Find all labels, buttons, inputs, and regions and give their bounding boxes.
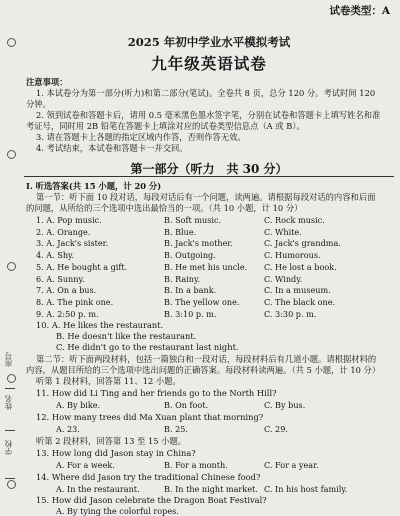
option: C. The black one. xyxy=(264,296,336,307)
option: B. On foot. xyxy=(164,400,209,410)
option: C. Humorous. xyxy=(264,250,321,261)
question-6: 6. A. Sunny. xyxy=(36,273,85,284)
notice-heading: 注意事项： xyxy=(26,77,68,87)
notice-line: 3. 请在答题卡上各题的指定区域内作答，否则作答无效。 xyxy=(36,132,246,142)
binding-hole xyxy=(7,262,16,271)
notice-line: 考证号，同时用 2B 铅笔在答题卡上填涂对应的试卷类型信息点（A 或 B）。 xyxy=(26,121,305,131)
notice-line: 分钟。 xyxy=(26,99,51,109)
fill-line xyxy=(5,478,15,479)
instruction: 第二节：听下面两段材料，包括一篇独白和一段对话，每段材料后有几道小题。请根据材料的 xyxy=(36,354,377,364)
option: C. 29. xyxy=(264,424,288,434)
option: C. 3:30 p. m. xyxy=(264,308,317,319)
option: B. Soft music. xyxy=(164,215,222,225)
option: C. In a museum. xyxy=(264,285,331,296)
binding-hole xyxy=(7,480,16,489)
exam-subtitle: 九年级英语试卷 xyxy=(151,54,267,73)
option: B. For a month. xyxy=(164,460,228,470)
part-heading: Ⅰ. 听选答案(共 15 小题，计 20 分) xyxy=(26,181,162,191)
q10-option-a: 10. A. He likes the restaurant. xyxy=(36,320,164,330)
option: B. The yellow one. xyxy=(164,296,240,307)
option: B. Blue. xyxy=(164,226,197,237)
option: B. In a bank. xyxy=(164,285,217,296)
q10-option-b: B. He doesn't like the restaurant. xyxy=(56,331,197,341)
school-label: 学校 xyxy=(4,440,13,455)
question-9: 9. A. 2:50 p. m. xyxy=(36,308,99,319)
option: C. Jack's grandma. xyxy=(264,238,341,249)
option: A. 23. xyxy=(56,424,80,434)
fill-line xyxy=(5,388,15,389)
option: C. White. xyxy=(264,226,302,237)
option: C. Windy. xyxy=(264,273,303,284)
instruction: 第一节：听下面 10 段对话，每段对话后有一个问题，读两遍。请根据每段对话的内容和后面 xyxy=(36,192,376,202)
question-15: 15. How did Jason celebrate the Dragon Boat Festival? xyxy=(36,495,267,505)
exam-title: 2025 年初中学业水平模拟考试 xyxy=(127,35,291,49)
question-4: 4. A. Shy. xyxy=(36,250,75,261)
section-title: 第一部分（听力 共 30 分） xyxy=(130,162,288,176)
option: A. In the restaurant. xyxy=(56,484,140,494)
question-12: 12. How many trees did Ma Xuan plant that morning? xyxy=(36,412,264,422)
material-note: 听第 1 段材料，回答第 11、12 小题。 xyxy=(36,376,181,386)
instruction: 内容，从题目所给的三个选项中选出问题的正确答案。每段材料读两遍。（共 5 小题，计 10 分） xyxy=(26,365,381,375)
binding-hole xyxy=(7,150,16,159)
option: B. In the night market. xyxy=(164,484,258,494)
option: A. By bike. xyxy=(56,400,101,410)
option: C. By bus. xyxy=(264,400,306,410)
option: B. Rainy. xyxy=(164,273,201,284)
question-1: 1. A. Pop music. xyxy=(36,215,102,225)
question-5: 5. A. He bought a gift. xyxy=(36,261,128,272)
section-divider xyxy=(24,176,394,177)
notice-line: 1. 本试卷分为第一部分(听力)和第二部分(笔试)。全卷共 8 页，总分 120 分。考试时间 120 xyxy=(36,88,376,98)
option: C. Rock music. xyxy=(264,215,325,225)
option: A. For a week. xyxy=(56,460,115,470)
question-3: 3. A. Jack's sister. xyxy=(36,238,109,249)
name-label: 姓名 xyxy=(4,395,13,410)
q10-option-c: C. He didn't go to the restaurant last night. xyxy=(56,342,239,352)
question-8: 8. A. The pink one. xyxy=(36,296,114,307)
question-2: 2. A. Orange. xyxy=(36,226,91,237)
material-note: 听第 2 段材料，回答第 13 至 15 小题。 xyxy=(36,436,187,446)
notice-line: 2. 领到试卷和答题卡后，请用 0.5 毫米黑色墨水签字笔，分别在试卷和答题卡上填写姓名和准 xyxy=(36,110,381,120)
paper-type: 试卷类型：A xyxy=(329,5,390,17)
binding-hole xyxy=(7,38,16,47)
option: C. For a year. xyxy=(264,460,319,470)
option: B. He met his uncle. xyxy=(164,261,248,272)
binding-hole xyxy=(7,374,16,383)
question-11: 11. How did Li Ting and her friends go to the North Hill? xyxy=(36,388,277,398)
option: B. 25. xyxy=(164,424,188,434)
question-13: 13. How long did Jason stay in China? xyxy=(36,448,196,458)
option: B. Outgoing. xyxy=(164,250,216,261)
fill-line xyxy=(5,430,15,431)
option: C. In his host family. xyxy=(264,484,348,494)
option: B. Jack's mother. xyxy=(164,238,233,249)
option: C. He lost a book. xyxy=(264,261,337,272)
binding-margin xyxy=(0,0,22,509)
instruction: 的问题，从所给的三个选项中选出最恰当的一项。（共 10 小题，计 10 分） xyxy=(26,203,303,213)
notice-line: 4. 考试结束，本试卷和答题卡一并交回。 xyxy=(36,143,188,153)
question-7: 7. A. On a bus. xyxy=(36,285,97,296)
option: A. By tying the colorful ropes. xyxy=(56,506,179,516)
question-14: 14. Where did Jason try the traditional Chinese food? xyxy=(36,472,261,482)
option: B. 3:10 p. m. xyxy=(164,308,217,319)
seat-number-label: 座号 xyxy=(4,352,13,367)
